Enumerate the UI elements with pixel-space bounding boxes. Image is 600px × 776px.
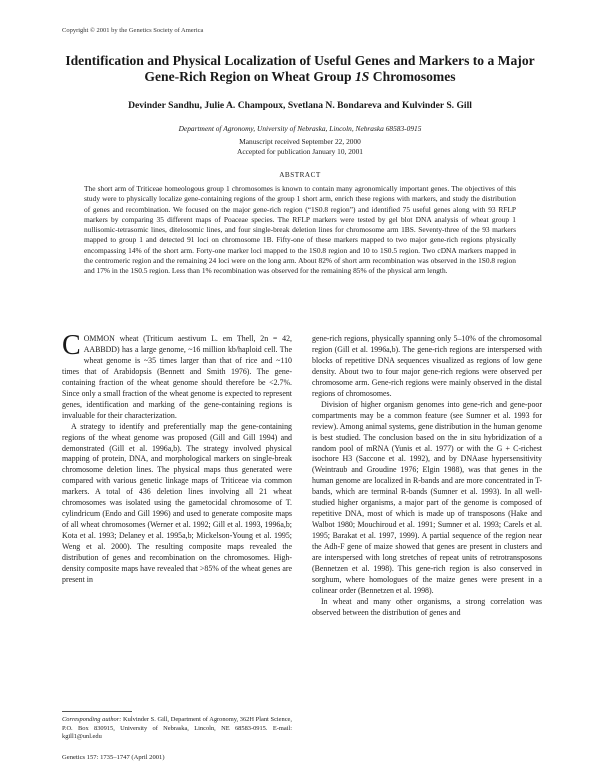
abstract-text: The short arm of Triticeae homeologous group 1 chromosomes is known to contain many agronomically important genes. The objectives of this study were to physically localize gene-containing regions of the group 1 short arm, enrich these regions with markers, and study the distribution of genes and recombination. We focused on the major gene-rich region (“1S0.8 region”) and identified 75 useful genes along with 93 RFLP markers by comparing 35 different maps of Poaceae species. The RFLP markers were tested by gel blot DNA analysis of wheat group 1 nullisomic-tetrasomic lines, ditelosomic lines, and four single-break deletion lines for chromosome arm 1BS. Seventy-three of the 93 markers mapped to group 1 and detected 91 loci on chromosome 1B. Fifty-one of these markers mapped to two major gene-rich regions physically encompassing 14% of the short arm. Forty-one marker loci mapped to the 1S0.8 region and 10 to 1S0.5 region. Two cDNA markers mapped in the centromeric region and the remaining 24 loci were on the long arm. About 82% of short arm recombination was observed in the 1S0.8 region and 17% in the 1S0.5 region. Less than 1% recombination was observed for the remaining 85% of the physical arm length.: [84, 184, 516, 276]
intro-paragraph-1: [62, 330, 292, 422]
title-line-1: Identification and Physical Localization of Useful Genes and Markers to a Major: [65, 53, 535, 68]
body-column-left: [62, 330, 292, 586]
intro-paragraph-1-text: OMMON wheat (Triticum aestivum L. em Thell, 2n = 42, AABBDD) has a large genome, ~16 million kb/haploid cell. The wheat genome is ~35 times larger than that of rice and ~110 times that of Arabidopsis (Bennett and Smith 1976). The gene-containing fraction of the wheat genome should therefore be <2.7%. Since only a small fraction of the wheat genome is expected to represent genes, identification and marking of the gene-containing regions is invaluable for their characterization.: [62, 334, 292, 420]
author-list: Devinder Sandhu, Julie A. Champoux, Svetlana N. Bondareva and Kulvinder S. Gill: [128, 100, 472, 111]
right-paragraph-2: Division of higher organism genomes into gene-rich and gene-poor compartments may be a common feature (see Sumner et al. 1993 for review). Among animal systems, gene distribution in the human genome is best studied. The conclusion based on the in situ hybridization of a random pool of mRNA (Yunis et al. 1977) or with the G + C-richest isochore H3 (Saccone et al. 1992), and by DNAase hypersensitivity (Weintraub and Groudine 1976; Elgin 1988), was that genes in the human genome are localized in R-bands and are more concentrated in T-bands, which are terminal R-bands (Sumner et al. 1993). In all well-studied higher organisms, a major part of the genome is composed of repetitive DNA, most of which is made up of transposons (Hake and Walbot 1980; Mouchiroud et al. 1991; Sumner et al. 1993; Carels et al. 1995; Barakat et al. 1997, 1999). A partial sequence of the region near the Adh-F gene of maize showed that genes are present in clusters and are interspersed with long stretches of repeat units of retrotransposons (Bennetzen et al. 1998). This gene-rich region is also conserved in sorghum, where homologues of the maize genes were present in a colinear order (Bennetzen et al. 1998).: [312, 399, 542, 595]
footnote-text: Kulvinder S. Gill, Department of Agronomy, 362H Plant Science, P.O. Box 830915, University of Nebraska, Lincoln, NE 68583-0915. E-mail: kgill1@unl.edu: [62, 716, 292, 741]
article-title: [62, 53, 538, 85]
intro-paragraph-2: A strategy to identify and preferentially map the gene-containing regions of the wheat genome was proposed (Gill and Gill 1994) and demonstrated (Gill et al. 1996a,b). The strategy involved physical mapping of protein, DNA, and morphological markers on single-break chromosome deletion lines. The physical maps thus generated were compared with various genetic linkage maps of Triticeae via common markers. A total of 436 deletion lines involving all 21 wheat chromosomes was isolated using the gametocidal chromosome of T. cylindricum (Endo and Gill 1996) and used to generate composite maps of all wheat chromosomes (Werner et al. 1992; Gill et al. 1993, 1996a,b; Kota et al. 1993; Delaney et al. 1995a,b; Mickelson-Young et al. 1995; Weng et al. 2000). The resulting composite maps revealed the distribution of genes and recombination on the chromosomes. High-density composite maps have revealed that >85% of the wheat genes are present in: [62, 421, 292, 584]
right-paragraph-1: gene-rich regions, physically spanning only 5–10% of the chromosomal region (Gill et al. 1996a,b). The gene-rich regions are interspersed with blocks of repetitive DNA sequences visualized as regions of low gene density. About two to four major gene-rich regions were observed per chromosome arm. Gene-rich regions were mainly observed in the distal regions of chromosomes.: [312, 334, 542, 398]
drop-cap: C: [62, 330, 81, 361]
affiliation: Department of Agronomy, University of Nebraska, Lincoln, Nebraska 68583-0915: [178, 124, 422, 133]
abstract-heading: ABSTRACT: [279, 171, 321, 179]
footnote-label: Corresponding author:: [62, 716, 122, 723]
title-line-2-pre: Gene-Rich Region on Wheat Group: [144, 69, 355, 84]
body-column-right: [312, 334, 542, 619]
copyright-line: Copyright © 2001 by the Genetics Society of America: [62, 27, 204, 34]
footnote-divider: [62, 711, 132, 712]
right-paragraph-3: In wheat and many other organisms, a strong correlation was observed between the distribution of genes and: [312, 596, 542, 617]
title-line-2: [62, 69, 538, 85]
received-date: Manuscript received September 22, 2000: [239, 137, 361, 146]
accepted-date: Accepted for publication January 10, 2001: [236, 147, 363, 156]
manuscript-dates: [62, 137, 538, 157]
journal-citation: Genetics 157: 1735–1747 (April 2001): [62, 754, 165, 761]
title-line-2-italic: 1S: [355, 69, 370, 84]
corresponding-author-footnote: [62, 716, 292, 742]
title-line-2-post: Chromosomes: [369, 69, 456, 84]
